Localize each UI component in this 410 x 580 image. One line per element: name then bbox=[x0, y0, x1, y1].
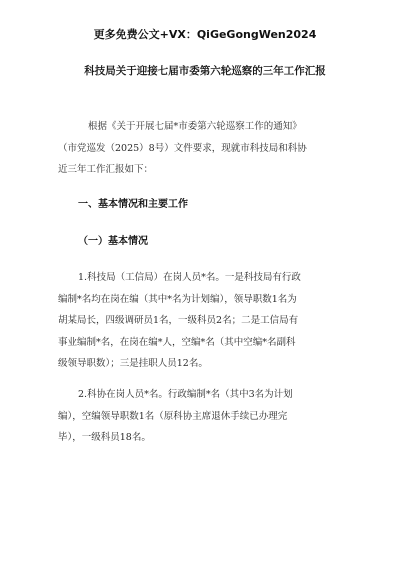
paragraph-line: 事业编制*名，在岗在编*人，空编*名（其中空编*名副科 bbox=[58, 336, 296, 348]
paragraph-staff-association bbox=[58, 384, 358, 449]
paragraph-line: 1.科技局（工信局）在岗人员*名。一是科技局有行政 bbox=[78, 272, 301, 283]
section-heading: 一、基本情况和主要工作 bbox=[78, 199, 188, 210]
intro-line: （市党巡发（2025）8号）文件要求，现就市科技局和科协 bbox=[58, 142, 307, 154]
paragraph-line: 胡某局长，四级调研员1名，一级科员2名；二是工信局有 bbox=[58, 315, 299, 326]
intro-line: 近三年工作汇报如下： bbox=[58, 164, 154, 175]
paragraph-staff-tech-bureau bbox=[58, 267, 358, 375]
intro-paragraph bbox=[58, 116, 368, 181]
paragraph-line: 毕），一级科员18名。 bbox=[58, 432, 151, 443]
paragraph-line: 级领导职数）；三是挂职人员12名。 bbox=[58, 358, 208, 369]
watermark-text: 更多免费公文+VX：QiGeGongWen2024 bbox=[93, 28, 317, 41]
paragraph-line: 编制*名均在岗在编（其中*名为计划编），领导职数1名为 bbox=[58, 293, 297, 305]
document-title: 科技局关于迎接七届市委第六轮巡察的三年工作汇报 bbox=[84, 65, 326, 77]
subsection-heading: （一）基本情况 bbox=[78, 236, 148, 247]
intro-line: 根据《关于开展七届*市委第六轮巡察工作的通知》 bbox=[88, 121, 302, 132]
paragraph-line: 编），空编领导职数1名（原科协主席退休手续已办理完 bbox=[58, 410, 288, 422]
paragraph-line: 2.科协在岗人员*名。行政编制*名（其中3名为计划 bbox=[78, 389, 293, 400]
